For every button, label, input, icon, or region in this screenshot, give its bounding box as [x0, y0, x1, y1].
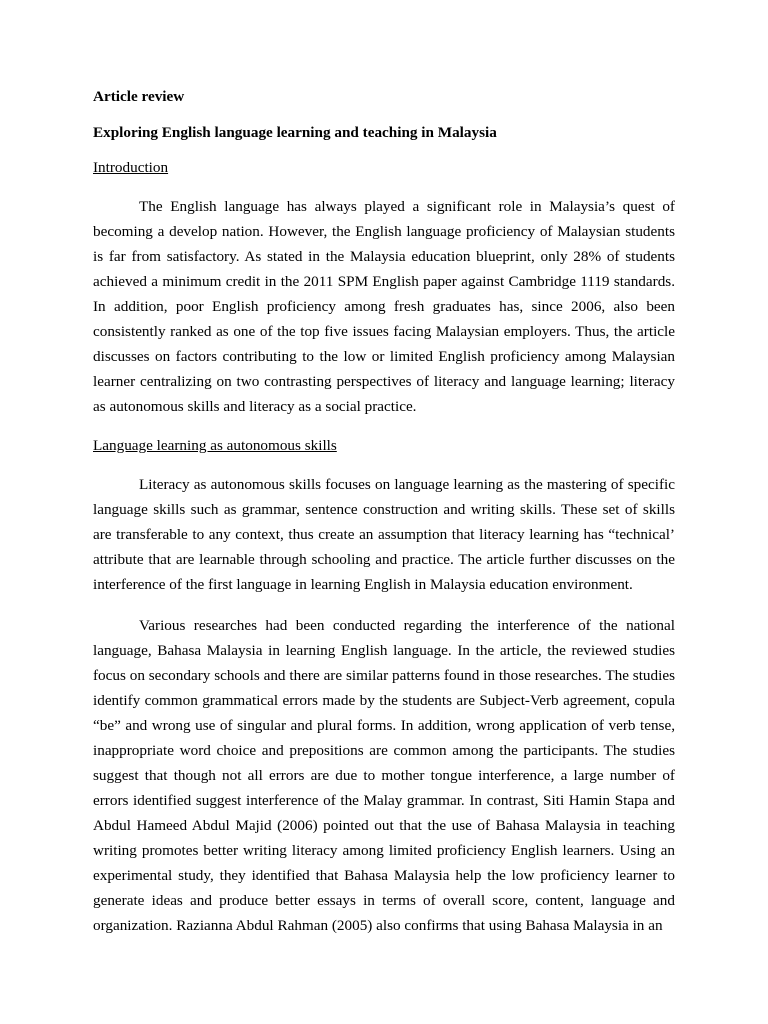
article-title: Exploring English language learning and teaching in Malaysia [93, 124, 497, 141]
section-heading-language-learning: Language learning as autonomous skills [93, 437, 337, 454]
paragraph-research-interference: Various researches had been conducted regarding the interference of the national language, Bahasa Malaysia in learning English language. In the article, the reviewed studies focus on secondary schools and there are similar patterns found in those researches. The studies identify common grammatical errors made by the students are Subject-Verb agreement, copula “be” and wrong use of singular and plural forms. In addition, wrong application of verb tense, inappropriate word choice and prepositions are common among the participants. The studies suggest that though not all errors are due to mother tongue interference, a large number of errors identified suggest interference of the Malay grammar. In contrast, Siti Hamin Stapa and Abdul Hameed Abdul Majid (2006) pointed out that the use of Bahasa Malaysia in teaching writing promotes better writing literacy among limited proficiency English learners. Using an experimental study, they identified that Bahasa Malaysia help the low proficiency learner to generate ideas and produce better essays in terms of overall score, content, language and organization. Razianna Abdul Rahman (2005) also confirms that using Bahasa Malaysia in an [93, 617, 675, 934]
paragraph-introduction: The English language has always played a significant role in Malaysia’s quest of becoming a develop nation. However, the English language proficiency of Malaysian students is far from satisfactory. As stated in the Malaysia education blueprint, only 28% of students achieved a minimum credit in the 2011 SPM English paper against Cambridge 1119 standards. In addition, poor English proficiency among fresh graduates has, since 2006, also been consistently ranked as one of the top five issues facing Malaysian employers. Thus, the article discusses on factors contributing to the low or limited English proficiency among Malaysian learner centralizing on two contrasting perspectives of literacy and language learning; literacy as autonomous skills and literacy as a social practice. [93, 198, 675, 415]
paragraph-literacy-autonomous: Literacy as autonomous skills focuses on language learning as the mastering of specific language skills such as grammar, sentence construction and writing skills. These set of skills are transferable to any context, thus create an assumption that literacy learning has “technical’ attribute that are learnable through schooling and practice. The article further discusses on the interference of the first language in learning English in Malaysia education environment. [93, 476, 675, 593]
section-heading-introduction: Introduction [93, 159, 169, 176]
document-page [93, 86, 675, 954]
document-label: Article review [93, 88, 185, 105]
